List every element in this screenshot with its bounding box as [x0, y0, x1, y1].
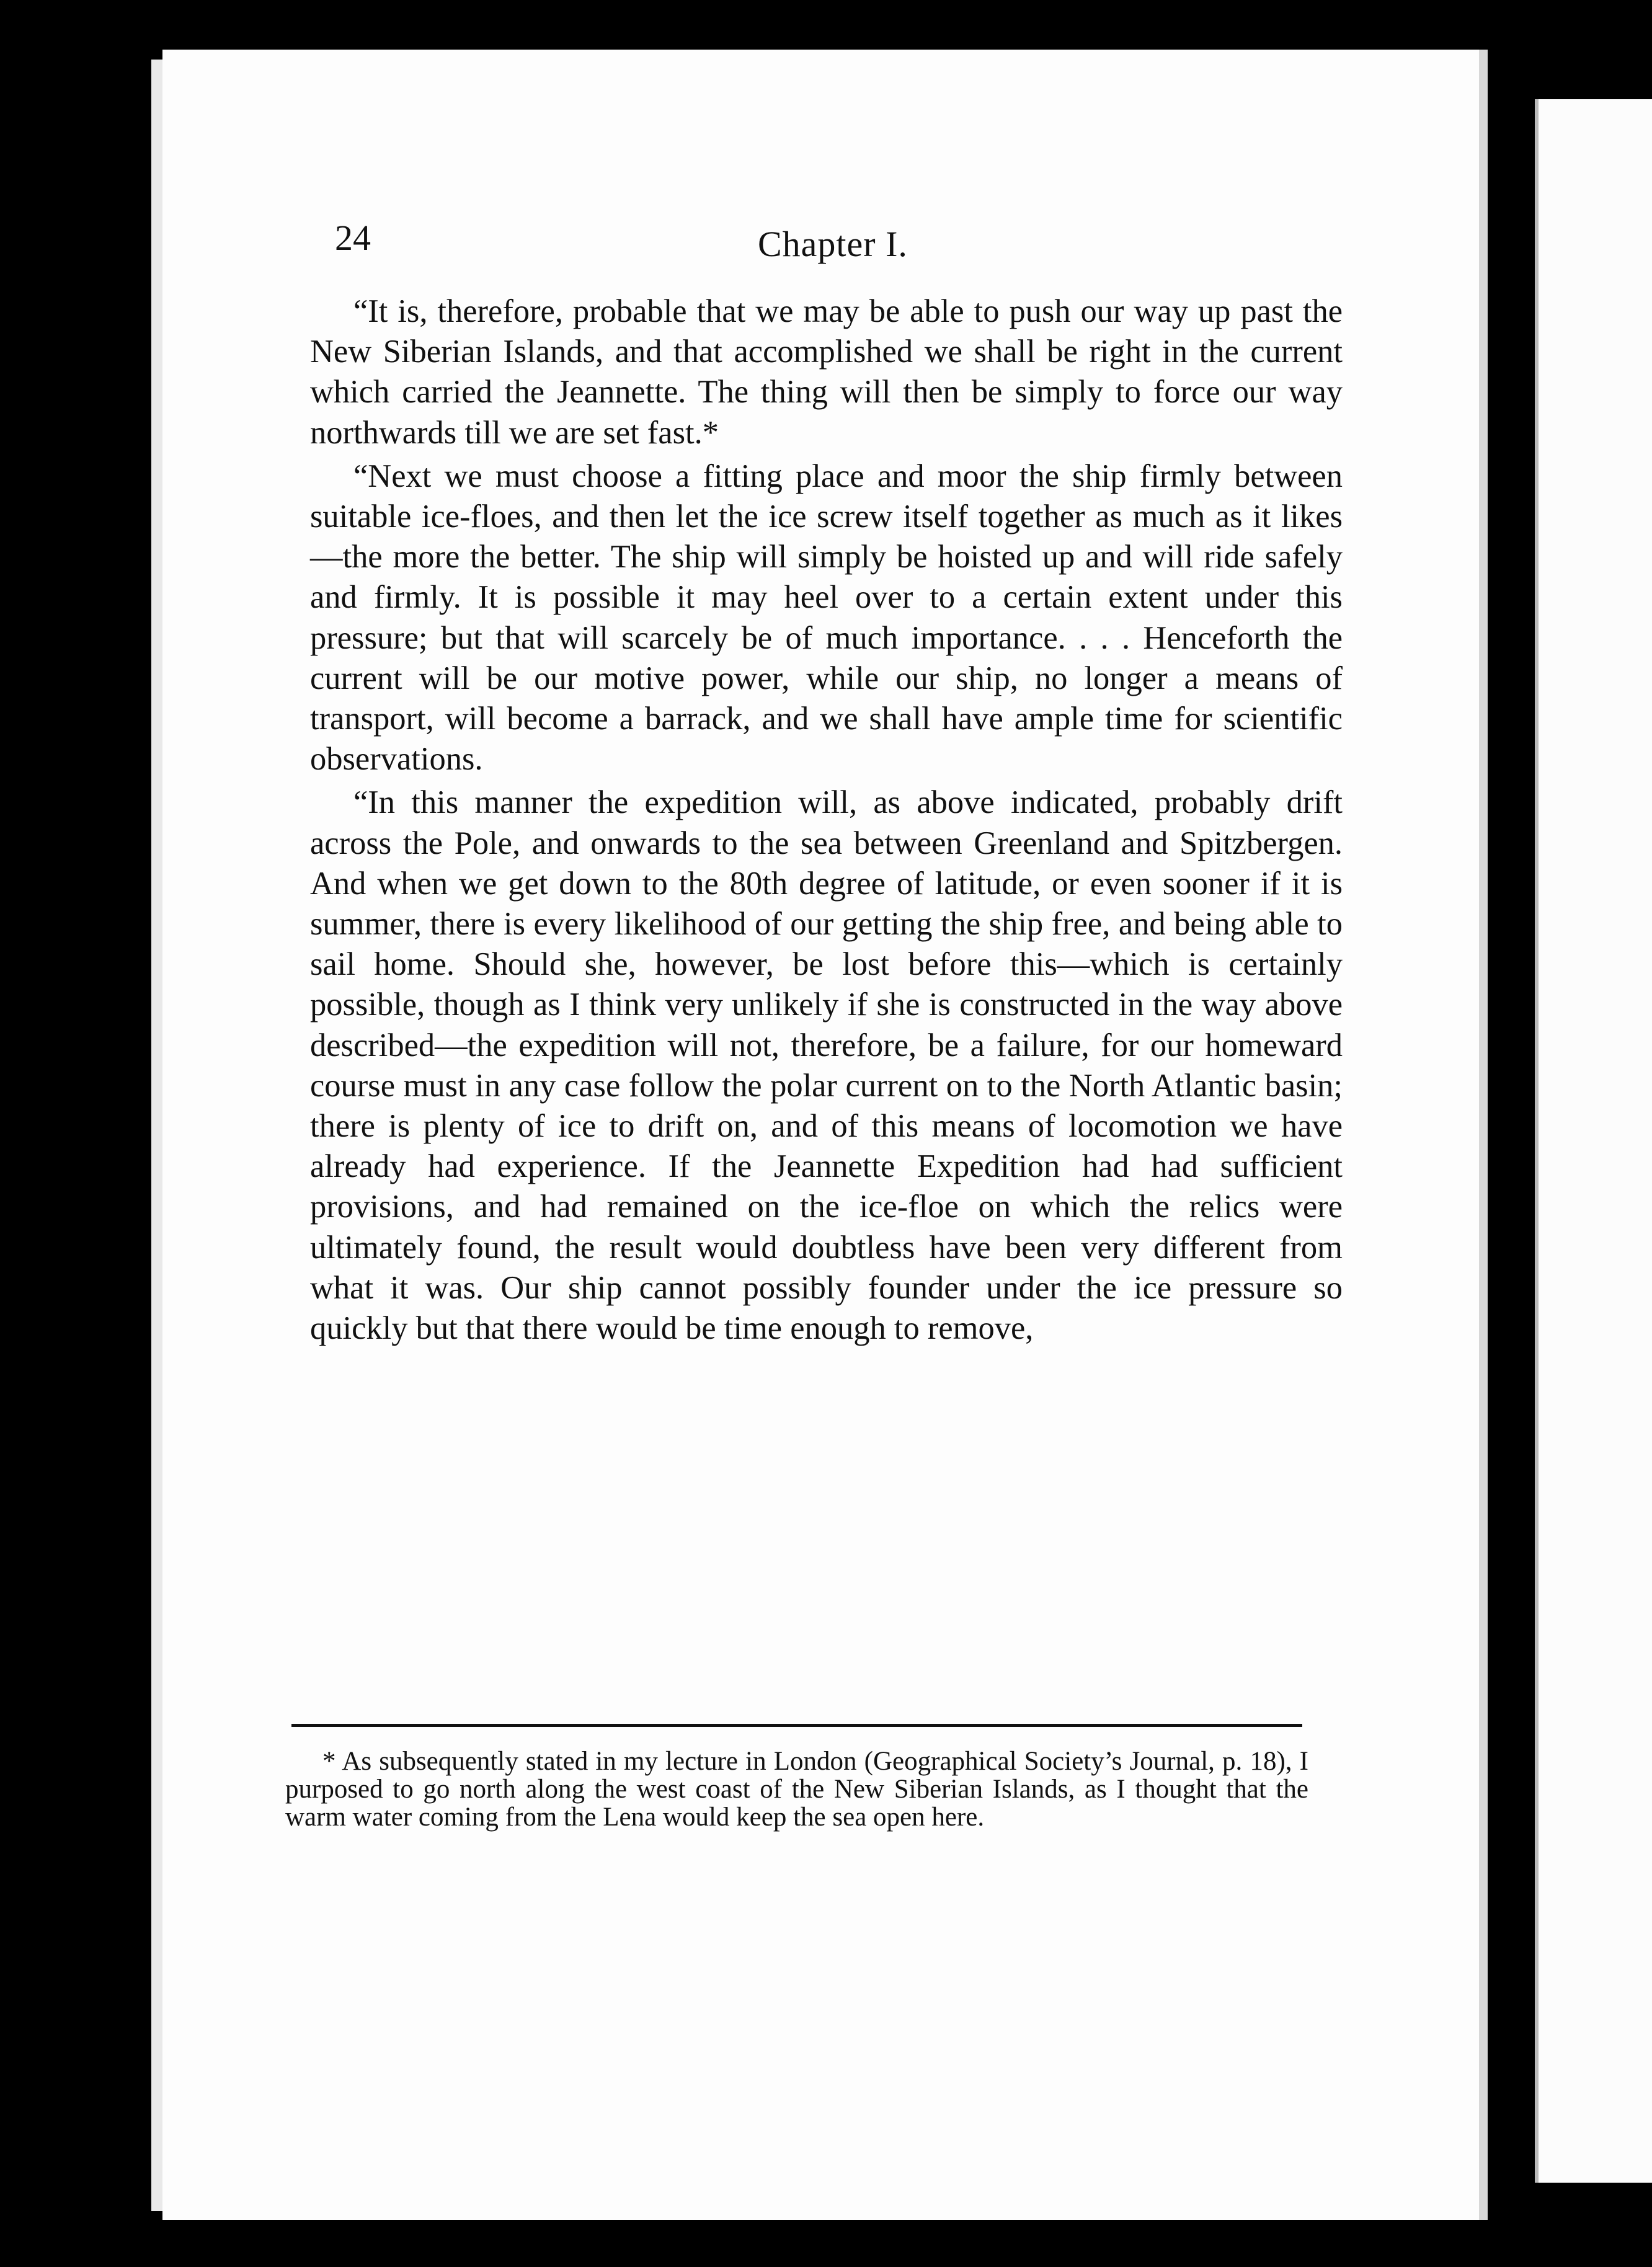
page-gutter [1479, 50, 1488, 2220]
paragraph: “It is, therefore, probable that we may be able to push our way up past the New Siberian Islands, and that accomplished we shall be right in the current which carried the Jeannette. The thing will then be simply to force our way northwards till we are set fast.* [310, 293, 1343, 451]
body-text [310, 291, 1343, 1352]
facing-page-edge [1535, 99, 1652, 2183]
footnote-text: * As subsequently stated in my lecture in London (Geographical Society’s Journal, p. 18), I purposed to go north along the west coast of the New Siberian Islands, as I thought that the warm water coming from the Lena would keep the sea open here. [285, 1747, 1308, 1832]
footnote-rule [291, 1724, 1302, 1727]
footnote [285, 1747, 1308, 1831]
paragraph: “In this manner the expedition will, as above indicated, probably drift across the Pole, and onwards to the sea between Greenland and Spitzbergen. And when we get down to the 80th degree of latitude, or even sooner if it is summer, there is every likelihood of our getting the ship free, and being able to sail home. Should she, however, be lost before this—which is certainly possible, though as I think very unlikely if she is constructed in the way above described—the expedition will not, therefore, be a failure, for our homeward course must in any case follow the polar current on to the North Atlantic basin; there is plenty of ice to drift on, and of this means of locomotion we have already had experience. If the Jeannette Expedition had had sufficient provisions, and had remained on the ice-floe on which the relics were ultimately found, the result would doubtless have been very different from what it was. Our ship cannot possibly founder under the ice pressure so quickly but that there would be time enough to remove, [310, 784, 1343, 1347]
paragraph: “Next we must choose a fitting place and moor the ship firmly between suitable ice-floes, and then let the ice screw itself together as much as it likes—the more the better. The ship will simply be hoisted up and will ride safely and firmly. It is possible it may heel over to a certain extent under this pressure; but that will scarcely be of much importance. . . . Henceforth the current will be our motive power, while our ship, no longer a means of transport, will become a barrack, and we shall have ample time for scientific observations. [310, 458, 1343, 778]
running-head: Chapter I. [758, 224, 908, 264]
page-number: 24 [335, 218, 371, 258]
